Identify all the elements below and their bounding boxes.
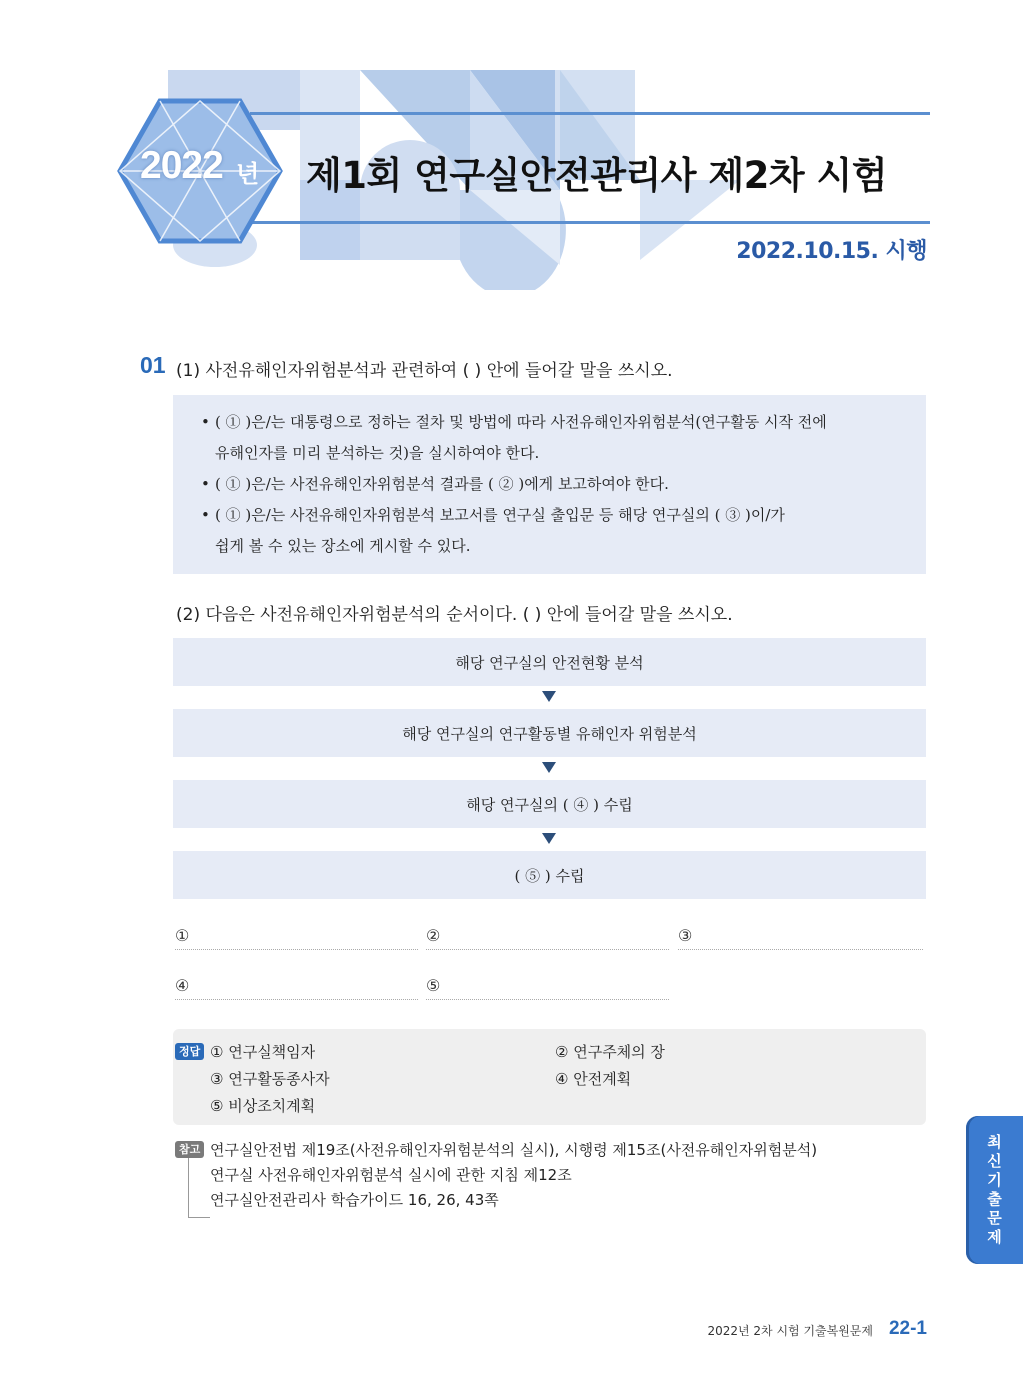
condition-box [173, 395, 926, 574]
answer-slot-5[interactable]: ⑤ [426, 976, 669, 1000]
page-number: 22-1 [888, 1318, 927, 1339]
answer-slot-4[interactable]: ④ [175, 976, 418, 1000]
answer-item: ⑤ 비상조치계획 [210, 1097, 316, 1115]
flow-arrow-icon [542, 833, 556, 844]
answer-item: ③ 연구활동종사자 [210, 1070, 330, 1088]
flow-arrow-icon [542, 691, 556, 702]
year-label: 2022 [140, 144, 223, 187]
side-tab-char: 기 [987, 1171, 1002, 1189]
reference-line: 연구실안전법 제19조(사전유해인자위험분석의 실시), 시행령 제15조(사전유해인자위험분석) [210, 1141, 818, 1159]
reference-bracket [188, 1158, 189, 1218]
condition-item: • ( ① )은/는 대통령으로 정하는 절차 및 방법에 따라 사전유해인자위험분석(연구활동 시작 전에 유해인자를 미리 분석하는 것)을 실시하여야 한다. [201, 407, 906, 469]
side-tab-char: 문 [987, 1209, 1002, 1227]
exam-date: 2022.10.15. 시행 [736, 239, 927, 264]
flow-step: 해당 연구실의 연구활동별 유해인자 위험분석 [173, 709, 926, 757]
question-part1-prompt: (1) 사전유해인자위험분석과 관련하여 ( ) 안에 들어갈 말을 쓰시오. [176, 361, 673, 381]
answer-item: ④ 안전계획 [555, 1070, 632, 1088]
answer-tag: 정답 [175, 1043, 204, 1060]
reference-line: 연구실안전관리사 학습가이드 16, 26, 43쪽 [210, 1191, 499, 1209]
question-part2-prompt: (2) 다음은 사전유해인자위험분석의 순서이다. ( ) 안에 들어갈 말을 쓰시오. [176, 605, 733, 625]
answer-slot-2[interactable]: ② [426, 926, 669, 950]
condition-line: ( ① )은/는 대통령으로 정하는 절차 및 방법에 따라 사전유해인자위험분석(연구활동 시작 전에 [215, 413, 827, 431]
flow-step: ( ⑤ ) 수립 [173, 851, 926, 899]
answer-slot-1[interactable]: ① [175, 926, 418, 950]
side-tab-char: 신 [987, 1152, 1002, 1170]
condition-item: • ( ① )은/는 사전유해인자위험분석 보고서를 연구실 출입문 등 해당 연구실의 ( ③ )이/가 쉽게 볼 수 있는 장소에 게시할 수 있다. [201, 500, 906, 562]
condition-line: 유해인자를 미리 분석하는 것)을 실시하여야 한다. [215, 444, 540, 462]
chapter-header [0, 0, 1023, 290]
flow-arrow-icon [542, 762, 556, 773]
section-side-tab[interactable] [966, 1116, 1023, 1264]
reference-tag: 참고 [175, 1141, 204, 1158]
condition-line: 쉽게 볼 수 있는 장소에 게시할 수 있다. [215, 537, 471, 555]
page-title: 제1회 연구실안전관리사 제2차 시험 [306, 154, 888, 197]
condition-line: ( ① )은/는 사전유해인자위험분석 보고서를 연구실 출입문 등 해당 연구실의 ( ③ )이/가 [215, 506, 785, 524]
answer-slot-3[interactable]: ③ [678, 926, 923, 950]
flow-step: 해당 연구실의 안전현황 분석 [173, 638, 926, 686]
reference-bracket-hook [188, 1217, 210, 1218]
flow-step: 해당 연구실의 ( ④ ) 수립 [173, 780, 926, 828]
condition-item: • ( ① )은/는 사전유해인자위험분석 결과를 ( ② )에게 보고하여야 한다. [201, 469, 906, 500]
question-number: 01 [140, 352, 166, 378]
condition-line: ( ① )은/는 사전유해인자위험분석 결과를 ( ② )에게 보고하여야 한다. [215, 475, 669, 493]
side-tab-char: 출 [987, 1190, 1002, 1208]
side-tab-char: 최 [987, 1133, 1002, 1151]
side-tab-char: 제 [987, 1228, 1002, 1246]
answer-item: ② 연구주체의 장 [555, 1043, 665, 1061]
footer-label: 2022년 2차 시험 기출복원문제 [707, 1324, 873, 1338]
answer-item: ① 연구실책임자 [210, 1043, 316, 1061]
year-suffix: 년 [236, 160, 260, 188]
reference-line: 연구실 사전유해인자위험분석 실시에 관한 지침 제12조 [210, 1166, 572, 1184]
